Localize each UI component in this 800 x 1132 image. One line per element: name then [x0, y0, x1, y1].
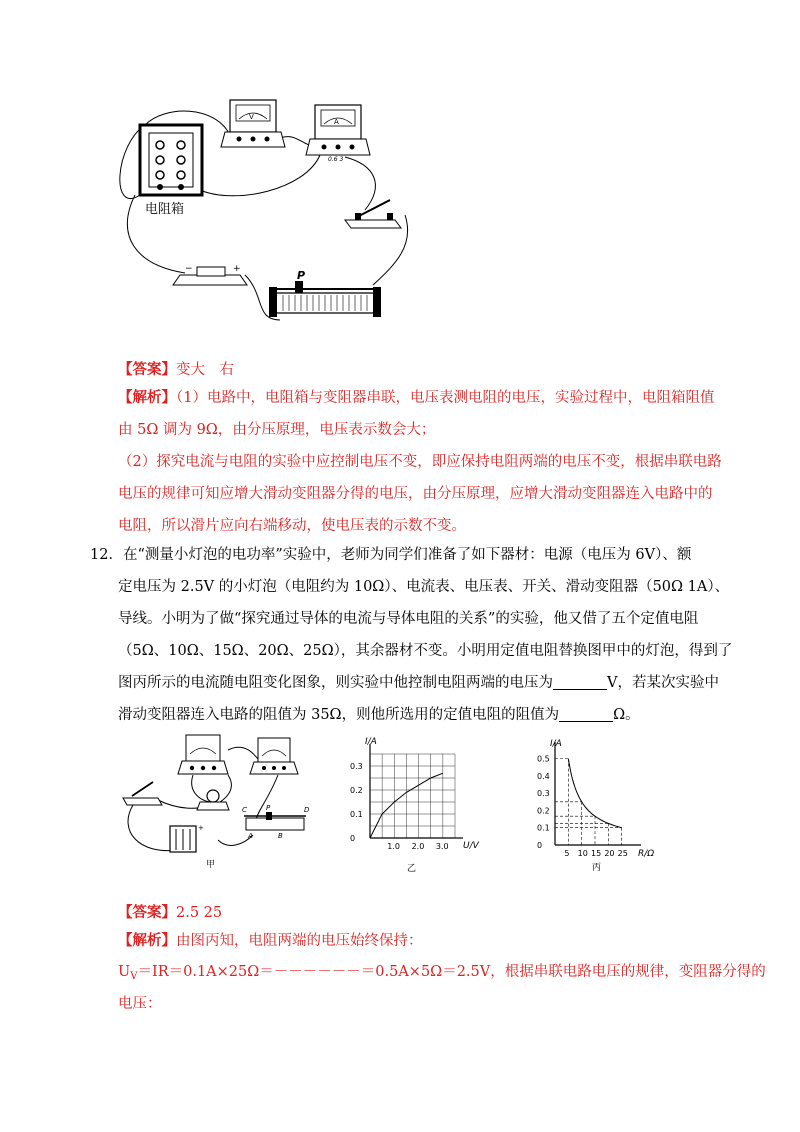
answer-line-2	[118, 903, 222, 923]
jia-label-b: B	[278, 832, 283, 840]
slider-letter: P	[297, 269, 306, 282]
question-12-line-5	[118, 673, 719, 693]
jia-caption: 甲	[206, 860, 216, 870]
jia-label-d: D	[304, 806, 310, 814]
bing-xtick: 15	[591, 849, 602, 858]
yi-ytick: 0.1	[350, 810, 363, 819]
question-number: 12．	[90, 547, 123, 563]
answer-line-1	[118, 360, 234, 380]
analysis-2-tag: 【解析】	[118, 932, 176, 949]
question-text-1: 在“测量小灯泡的电功率”实验中，老师为同学们准备了如下器材：电源（电压为 6V）、额	[122, 547, 692, 563]
answer-tag: 【答案】	[118, 361, 176, 378]
ammeter-letter: A	[334, 118, 339, 126]
question-text-5b: V，若某次实验中	[607, 675, 719, 691]
yi-xtick: 3.0	[435, 842, 449, 851]
bing-ytick: 0.5	[537, 754, 550, 764]
yi-ytick: 0.3	[350, 762, 363, 771]
jia-label-c: C	[242, 806, 247, 814]
question-12-line-6	[118, 705, 640, 725]
analysis-2-u: U	[118, 964, 131, 980]
yi-ylabel: I/A	[365, 737, 377, 747]
analysis-1-line-2: 由 5Ω 调为 9Ω，由分压原理，电压表示数会大；	[118, 422, 436, 438]
bing-xtick: 25	[617, 849, 628, 858]
answer-2-tag: 【答案】	[118, 904, 176, 921]
yi-ytick: 0	[350, 834, 356, 843]
analysis-1-line-3: （2）探究电流与电阻的实验中应控制电压不变，即应保持电阻两端的电压不变，根据串联电路	[118, 454, 722, 470]
bing-caption: 丙	[592, 863, 602, 873]
yi-xlabel: U/V	[463, 841, 479, 851]
yi-caption: 乙	[407, 864, 417, 874]
jia-label-p: P	[266, 804, 271, 812]
jia-label-a: A	[248, 832, 253, 840]
analysis-2-formula: ＝IR＝0.1A×25Ω＝－－－－－－＝0.5A×5Ω＝2.5V，根据串联电路电压的规律，变阻器分得的	[137, 964, 766, 980]
bing-ylabel: I/A	[550, 739, 562, 749]
bing-ytick: 0.4	[537, 771, 550, 781]
chart-yi	[335, 730, 495, 875]
voltmeter-letter: V	[249, 113, 254, 121]
bing-xtick: 10	[577, 849, 588, 858]
answer-blank-resistance[interactable]	[559, 707, 613, 722]
bing-xtick: 20	[604, 849, 615, 858]
bing-xlabel: R/Ω	[638, 849, 655, 859]
bing-ytick: 0.3	[537, 789, 550, 799]
question-12-line-2: 定电压为 2.5V 的小灯泡（电阻约为 10Ω）、电流表、电压表、开关、滑动变阻器（50Ω 1A）、	[118, 579, 730, 595]
question-text-6b: Ω。	[613, 707, 640, 723]
circuit-figure-jia	[118, 730, 318, 870]
question-12-line-4: （5Ω、10Ω、15Ω、20Ω、25Ω），其余器材不变。小明用定值电阻替换图甲中的灯泡，得到了	[118, 643, 733, 659]
svg-text:+: +	[198, 824, 204, 832]
analysis-2-line-1	[118, 931, 423, 951]
question-12-line-3: 导线。小明为了做“探究通过导体的电流与导体电阻的关系”的实验，他又借了五个定值电阻	[118, 611, 699, 627]
analysis-2-u-sub: V	[130, 971, 138, 982]
ammeter-terminal-labels: 0.6 3	[328, 156, 344, 163]
analysis-tag: 【解析】	[118, 389, 176, 406]
chart-bing	[510, 730, 670, 875]
analysis-2-line-2	[118, 962, 766, 987]
question-text-6a: 滑动变阻器连入电路的阻值为 35Ω，则他所选用的定值电阻的阻值为	[118, 707, 560, 723]
analysis-1-line-5: 电阻，所以滑片应向右端移动，使电压表的示数不变。	[118, 518, 466, 534]
analysis-1-line-1	[118, 388, 714, 408]
bing-ytick: 0.2	[537, 806, 550, 816]
bing-xtick: 5	[564, 849, 570, 858]
analysis-2-line-3: 电压：	[118, 996, 162, 1012]
yi-ytick: 0.2	[350, 786, 363, 795]
yi-xtick: 1.0	[387, 842, 401, 851]
answer-2-text: 2.5 25	[176, 905, 223, 921]
bing-ytick: 0.1	[537, 823, 550, 833]
question-text-5a: 图丙所示的电流随电阻变化图象，则实验中他控制电阻两端的电压为	[118, 675, 553, 691]
circuit-figure-1	[105, 95, 435, 330]
yi-xtick: 2.0	[411, 842, 425, 851]
bing-ytick: 0	[537, 841, 543, 850]
answer-blank-voltage[interactable]	[553, 675, 607, 690]
analysis-1-line-4: 电压的规律可知应增大滑动变阻器分得的电压，由分压原理，应增大滑动变阻器连入电路中的	[118, 486, 713, 502]
answer-text: 变大 右	[176, 362, 234, 378]
question-12-line-1	[90, 545, 691, 565]
battery-plus: +	[233, 264, 241, 274]
resistor-box-label: 电阻箱	[145, 202, 185, 217]
analysis-2-text-1: 由图丙知，电阻两端的电压始终保持：	[176, 933, 423, 949]
analysis-1-text-1: （1）电路中，电阻箱与变阻器串联，电压表测电阻的电压，实验过程中，电阻箱阻值	[176, 390, 715, 406]
battery-minus: −	[185, 264, 193, 274]
